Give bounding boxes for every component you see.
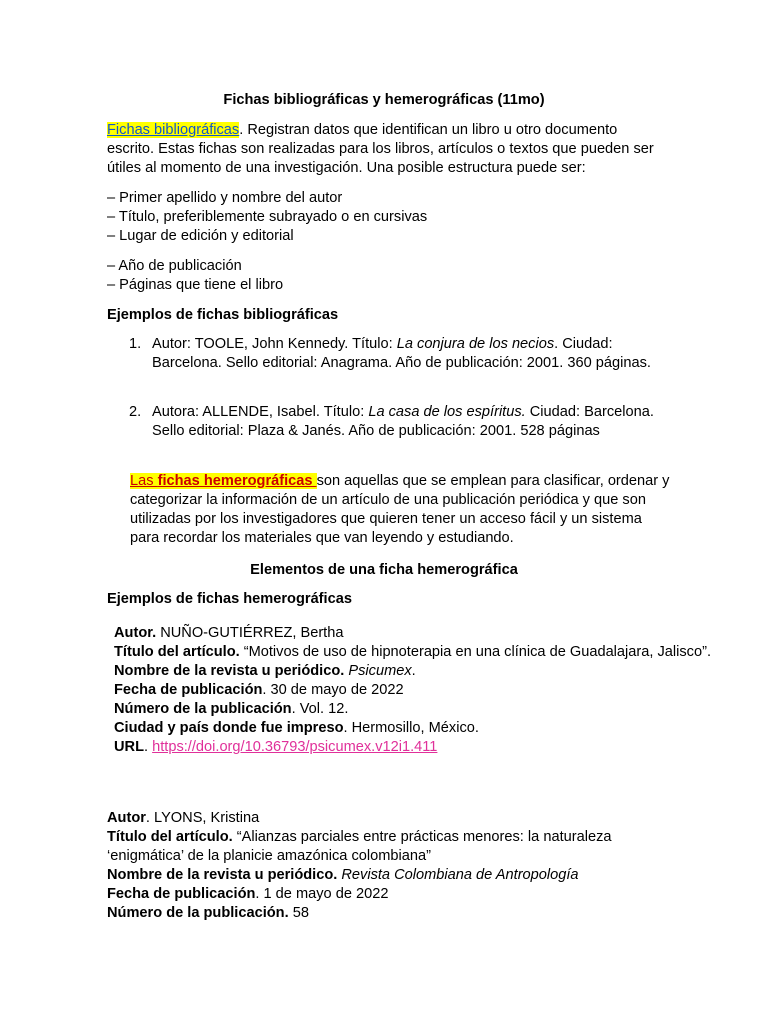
field-title	[114, 643, 711, 662]
field-city	[114, 719, 711, 738]
field-date	[114, 681, 711, 700]
structure-item: – Primer apellido y nombre del autor	[107, 190, 343, 206]
biblio-examples-list	[107, 335, 667, 373]
field-label: Nombre de la revista u periódico.	[107, 867, 338, 883]
field-number	[114, 700, 711, 719]
field-value: Revista Colombiana de Antropología	[341, 867, 579, 883]
field-value: . Hermosillo, México.	[343, 720, 479, 736]
biblio-heading: Ejemplos de fichas bibliográficas	[107, 307, 339, 323]
biblio-examples-list-2	[107, 403, 667, 441]
biblio-example	[107, 403, 667, 441]
field-title-cont	[107, 847, 611, 866]
field-author	[107, 809, 611, 828]
hemero-text: son aquellas que se emplean para clasificar, ordenar y categorizar la información de un artículo de una publicación periódica y que son utilizadas por los investigadores que quieren tener un acceso fácil y un sistema para recordar los materiales que van leyendo y estudiando.	[130, 473, 670, 546]
field-label: URL	[114, 739, 144, 755]
list-number: 1.	[129, 336, 142, 352]
field-label: Número de la publicación.	[107, 905, 289, 921]
hemero-intro-paragraph	[130, 472, 670, 548]
hemero-term: fichas hemerográficas	[157, 473, 317, 489]
structure-item: – Páginas que tiene el libro	[107, 277, 284, 293]
field-value: 58	[288, 905, 309, 921]
example-text: Autora: ALLENDE, Isabel. Título:	[152, 404, 369, 420]
field-label: Número de la publicación	[114, 701, 292, 717]
field-value: . LYONS, Kristina	[145, 810, 260, 826]
field-date	[107, 885, 611, 904]
field-value: ‘enigmática’ de la planicie amazónica colombiana”	[107, 848, 431, 864]
example-text: Ciudad: Barcelona. Sello editorial: Plaza & Janés. Año de publicación: 2001. 528 páginas	[152, 404, 654, 439]
field-url	[114, 738, 711, 757]
structure-list-b	[107, 257, 667, 295]
field-journal	[114, 662, 711, 681]
hemero-example-1	[114, 624, 711, 757]
field-value: . 30 de mayo de 2022	[262, 682, 404, 698]
field-value: “Motivos de uso de hipnoterapia en una clínica de Guadalajara, Jalisco”.	[239, 644, 712, 660]
example-book-title: La casa de los espíritus.	[368, 404, 526, 420]
doi-link[interactable]: https://doi.org/10.36793/psicumex.v12i1.411	[152, 739, 438, 755]
elements-heading: Elementos de una ficha hemerográfica	[250, 562, 518, 578]
field-value: Psicumex	[348, 663, 412, 679]
field-journal	[107, 866, 611, 885]
field-value: . Vol. 12.	[291, 701, 349, 717]
field-label: Ciudad y país donde fue impreso	[114, 720, 344, 736]
structure-item: – Lugar de edición y editorial	[107, 228, 294, 244]
field-value: “Alianzas parciales entre prácticas menores: la naturaleza	[232, 829, 612, 845]
field-value: NUÑO-GUTIÉRREZ, Bertha	[156, 625, 344, 641]
field-value: . 1 de mayo de 2022	[255, 886, 389, 902]
example-book-title: La conjura de los necios	[396, 336, 555, 352]
example-text: Autor: TOOLE, John Kennedy. Título:	[152, 336, 397, 352]
structure-item: – Título, preferiblemente subrayado o en cursivas	[107, 209, 428, 225]
field-label: Título del artículo.	[114, 644, 240, 660]
hemero-example-2	[107, 809, 611, 923]
hemero-heading: Ejemplos de fichas hemerográficas	[107, 591, 352, 607]
intro-term-link[interactable]: Fichas bibliográficas	[107, 122, 240, 138]
field-label: Autor.	[114, 625, 157, 641]
intro-paragraph	[107, 121, 667, 178]
biblio-example	[107, 335, 667, 373]
field-label: Título del artículo.	[107, 829, 233, 845]
field-title	[107, 828, 611, 847]
page-title: Fichas bibliográficas y hemerográficas (11mo)	[223, 92, 545, 108]
hemero-pre: Las	[130, 473, 158, 489]
field-author	[114, 624, 711, 643]
field-number	[107, 904, 611, 923]
field-value: .	[144, 739, 153, 755]
list-number: 2.	[129, 404, 142, 420]
field-value: .	[411, 663, 416, 679]
structure-list-a	[107, 189, 667, 246]
intro-text: . Registran datos que identifican un libro u otro documento escrito. Estas fichas son realizadas para los libros, artículos o textos que pueden ser útiles al momento de una investigación. Una posible estructura puede ser:	[107, 122, 654, 176]
field-label: Nombre de la revista u periódico.	[114, 663, 345, 679]
field-label: Autor	[107, 810, 146, 826]
field-label: Fecha de publicación	[107, 886, 256, 902]
field-label: Fecha de publicación	[114, 682, 263, 698]
example-text: . Ciudad: Barcelona. Sello editorial: Anagrama. Año de publicación: 2001. 360 páginas.	[152, 336, 651, 371]
structure-item: – Año de publicación	[107, 258, 242, 274]
